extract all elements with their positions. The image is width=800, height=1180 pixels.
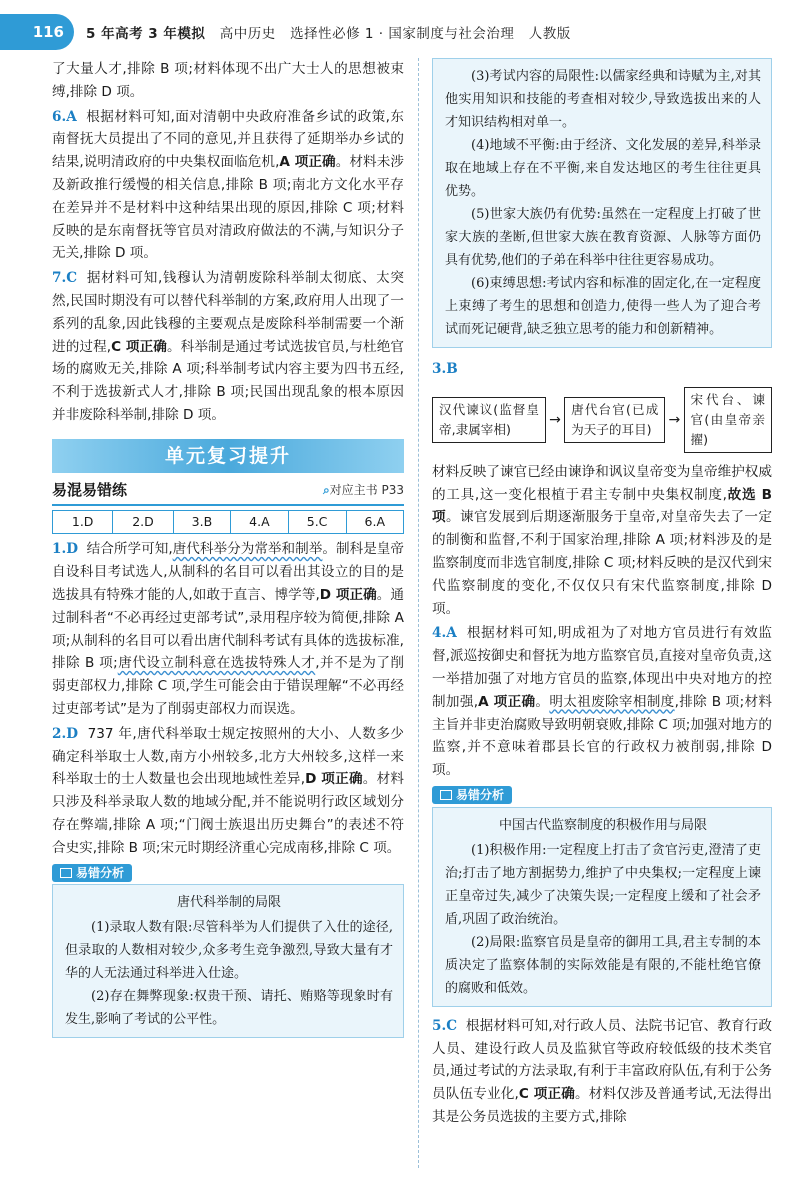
answer-text: 根据材料可知,明成祖为了对地方官员进行有效监督,派巡按御史和督抚为地方监察官员,直接对皇帝负责,这一举措加强了对地方官员的监察,体现出中央对地方的控制加强,	[432, 625, 772, 710]
evolution-flowchart	[432, 387, 772, 453]
correct-option: A 项正确	[478, 693, 536, 710]
flow-step: 汉代谏议(监督皇帝,隶属宰相)	[432, 397, 546, 443]
unit-review-banner: 单元复习提升	[52, 439, 404, 473]
analysis-title: 中国古代监察制度的积极作用与局限	[498, 817, 707, 833]
page-header	[0, 14, 800, 50]
answer-text: 。材料仅涉及普通考试,无法得出其是公务员选拔的主要方式,排除	[432, 1086, 772, 1125]
arrow-right-icon: →	[549, 411, 561, 428]
flow-step: 宋代台、谏官(由皇帝亲擢)	[684, 387, 773, 453]
correct-option: A 项正确	[279, 154, 336, 171]
reference-text: 对应主书 P33	[329, 482, 404, 497]
continued-text: 了大量人才,排除 B 项;材料体现不出广大士人的思想被束缚,排除 D 项。	[52, 61, 404, 100]
flow-step: 唐代台官(已成为天子的耳目)	[564, 397, 665, 443]
analysis-item: (3)考试内容的局限性:以儒家经典和诗赋为主,对其他实用知识和技能的考查相对较少,导致选拔出来的人才知识结构相对单一。	[445, 69, 761, 130]
answer-7	[52, 267, 404, 427]
answer-3	[432, 358, 772, 381]
underlined-key-point: 明太祖废除宰相制度	[549, 693, 675, 710]
correct-option: D 项正确	[305, 771, 363, 788]
error-analysis-tag	[432, 786, 512, 804]
question-number: 3.B	[432, 361, 458, 377]
answer-text: 。制科是皇帝自设科目考试选人,从制科的名目可以看出其设立的目的是选拔具有特殊才能的人,如敢于直言、博学等,	[52, 541, 405, 603]
answer-text: 737 年,唐代科举取士规定按照州的大小、人数多少确定科举取士人数,南方小州较多,北方大州较多,这样一来科举取士的士人数量也会出现地域性差异,	[52, 725, 404, 788]
answer-text: 。谏官发展到后期逐渐服务于皇帝,对皇帝失去了一定的制衡和监督,不利于国家治理,排除 A 项;材料涉及的是监察制度而非选官制度,排除 C 项;材料反映的是汉代到宋代监察制度的变化,不仅仅只有宋代监察制度,排除 D 项。	[432, 509, 773, 617]
section-title: 易混易错练	[52, 480, 128, 499]
magnifier-icon: ⌕	[322, 482, 330, 497]
answer-key-cell: 2.D	[113, 510, 173, 534]
analysis-item: (1)积极作用:一定程度上打击了贪官污吏,澄清了吏治;打击了地方割据势力,维护了中央集权;一定程度上谏正皇帝过失,减少了决策失误;一定程度上缓和了社会矛盾,巩固了政治统治。	[445, 842, 761, 927]
running-title	[86, 22, 571, 42]
question-number: 4.A	[432, 625, 457, 642]
page-number-tab	[0, 14, 74, 50]
answer-1	[52, 538, 404, 720]
answer-text: ,排除 B 项;材料主旨并非吏治腐败导致明朝衰败,排除 C 项;加强对地方的监察,并不意味着郡县长官的行政权力被削弱,排除 D 项。	[432, 693, 772, 779]
answer-text: 。	[535, 693, 550, 710]
section-reference	[323, 479, 404, 502]
answer-text: 。材料只涉及科举录取人数的地域分配,并不能说明行政区域划分存在弊端,排除 A 项;“门阀士族退出历史舞台”的表述不符合史实,排除 B 项;宋元时期经济重心完成南移,排除 C 项。	[52, 771, 404, 856]
answer-text: 据材料可知,钱穆认为清朝废除科举制太彻底、太突然,民国时期没有可以替代科举制的方案,政府用人出现了一系列的乱象,因此钱穆的主要观点是废除科举制需要一个渐进的过程,	[52, 270, 404, 355]
answer-2	[52, 723, 404, 860]
answer-text: ,并不是为了削弱吏部权力,排除 C 项,学生可能会由于错误理解“不必再经过吏部考试”是为了削弱吏部权力而误选。	[52, 655, 404, 717]
underlined-key-point: 唐代设立制科意在选拔特殊人才	[117, 655, 316, 672]
question-number: 1.D	[52, 541, 78, 558]
analysis-item: (5)世家大族仍有优势:虽然在一定程度上打破了世家大族的垄断,但世家大族在教育资源、人脉等方面仍具有优势,他们的子弟在科举中往往更容易成功。	[445, 207, 761, 268]
analysis-item: (4)地域不平衡:由于经济、文化发展的差异,科举录取在地域上存在不平衡,来自发达地区的考生往往更具优势。	[445, 138, 761, 199]
analysis-item: (1)录取人数有限:尽管科举为人们提供了入仕的途径,但录取的人数相对较少,众多考生竞争激烈,导致大量有才华的人无法通过科举进入仕途。	[65, 920, 393, 982]
answer-4	[432, 622, 772, 782]
column-divider	[418, 58, 419, 1168]
analysis-box-2	[432, 807, 772, 1007]
correct-option: 故选 B 项	[432, 486, 773, 526]
underlined-key-point: 唐代科举分为常举和制举	[172, 541, 323, 558]
analysis-item: (2)存在舞弊现象:权贵干预、请托、贿赂等现象时有发生,影响了考试的公平性。	[65, 989, 393, 1028]
answer-text: 根据材料可知,面对清朝中央政府准备乡试的政策,东南督抚大员提出了不同的意见,并且获得了延期举办乡试的结果,说明清政府的中央集权面临危机,	[52, 108, 404, 171]
left-column	[52, 58, 404, 1038]
answer-key-table	[52, 510, 404, 535]
page-number: 116	[32, 23, 64, 41]
volume-name: 选择性必修 1 · 国家制度与社会治理	[290, 26, 515, 42]
arrow-right-icon: →	[668, 411, 681, 428]
answer-key-cell: 3.B	[173, 510, 231, 534]
answer-6	[52, 106, 404, 266]
correct-option: C 项正确	[111, 338, 167, 355]
answer-text: 根据材料可知,对行政人员、法院书记官、教育行政人员、建设行政人员及监狱官等政府较低级的技术类官员,通过考试的方法录取,有利于丰富政府队伍,有利于公务员队伍专业化,	[432, 1017, 772, 1103]
question-number: 5.C	[432, 1017, 458, 1034]
answer-text: 结合所学可知,	[86, 541, 173, 558]
tag-label: 易错分析	[76, 865, 125, 880]
question-number: 2.D	[52, 725, 78, 742]
correct-option: D 项正确	[319, 586, 377, 603]
answer-key-cell: 1.D	[53, 510, 113, 534]
answer-text: 。通过制科者“不必再经过吏部考试”,录用程序较为简便,排除 A 项;从制科的名目可以看出唐代制科考试有具体的选拔标准,排除 B 项;	[52, 586, 404, 672]
question-number: 7.C	[52, 270, 78, 287]
error-analysis-tag	[52, 864, 132, 882]
series-name: 5 年高考 3 年模拟	[86, 26, 206, 42]
answer-text: 材料反映了谏官已经由谏诤和讽议皇帝变为皇帝维护权威的工具,这一变化根植于君主专制中央集权制度,	[432, 463, 772, 503]
answer-5	[432, 1015, 772, 1129]
answer-3-text	[432, 461, 772, 621]
answer-key-cell: 6.A	[346, 510, 403, 534]
section-heading	[52, 479, 404, 506]
analysis-title: 唐代科举制的局限	[176, 895, 281, 911]
analysis-box-continued	[432, 58, 772, 348]
edition-name: 人教版	[528, 26, 571, 42]
analysis-box	[52, 884, 404, 1038]
analysis-item: (2)局限:监察官员是皇帝的御用工具,君主专制的本质决定了监察体制的实际效能是有限的,不能杜绝官僚的腐败和低效。	[445, 934, 761, 996]
tag-label: 易错分析	[456, 787, 505, 802]
answer-key-cell: 5.C	[288, 510, 346, 534]
answer-text: 。科举制是通过考试选拔官员,与杜绝官场的腐败无关,排除 A 项;科举制考试内容主要为四书五经,不利于选拔新式人才,排除 B 项;民国出现乱象的根本原因并非废除科举制,排除 D 项。	[52, 338, 404, 423]
answer-text: 。材料未涉及新政推行缓慢的相关信息,排除 B 项;南北方文化水平存在差异并不是材料中这种结果出现的原因,排除 C 项;材料反映的是东南督抚等官员对清政府做法的不满,与知识分子无关,排除 D 项。	[52, 154, 404, 262]
answer-key-cell: 4.A	[231, 510, 288, 534]
book-icon	[440, 790, 452, 800]
correct-option: C 项正确	[518, 1086, 576, 1103]
right-column	[432, 58, 772, 1129]
analysis-item: (6)束缚思想:考试内容和标准的固定化,在一定程度上束缚了考生的思想和创造力,使得一些人为了迎合考试而死记硬背,缺乏独立思考的能力和创新精神。	[445, 276, 761, 337]
question-number: 6.A	[52, 108, 77, 125]
subject-name: 高中历史	[219, 26, 276, 42]
book-icon	[60, 868, 72, 878]
